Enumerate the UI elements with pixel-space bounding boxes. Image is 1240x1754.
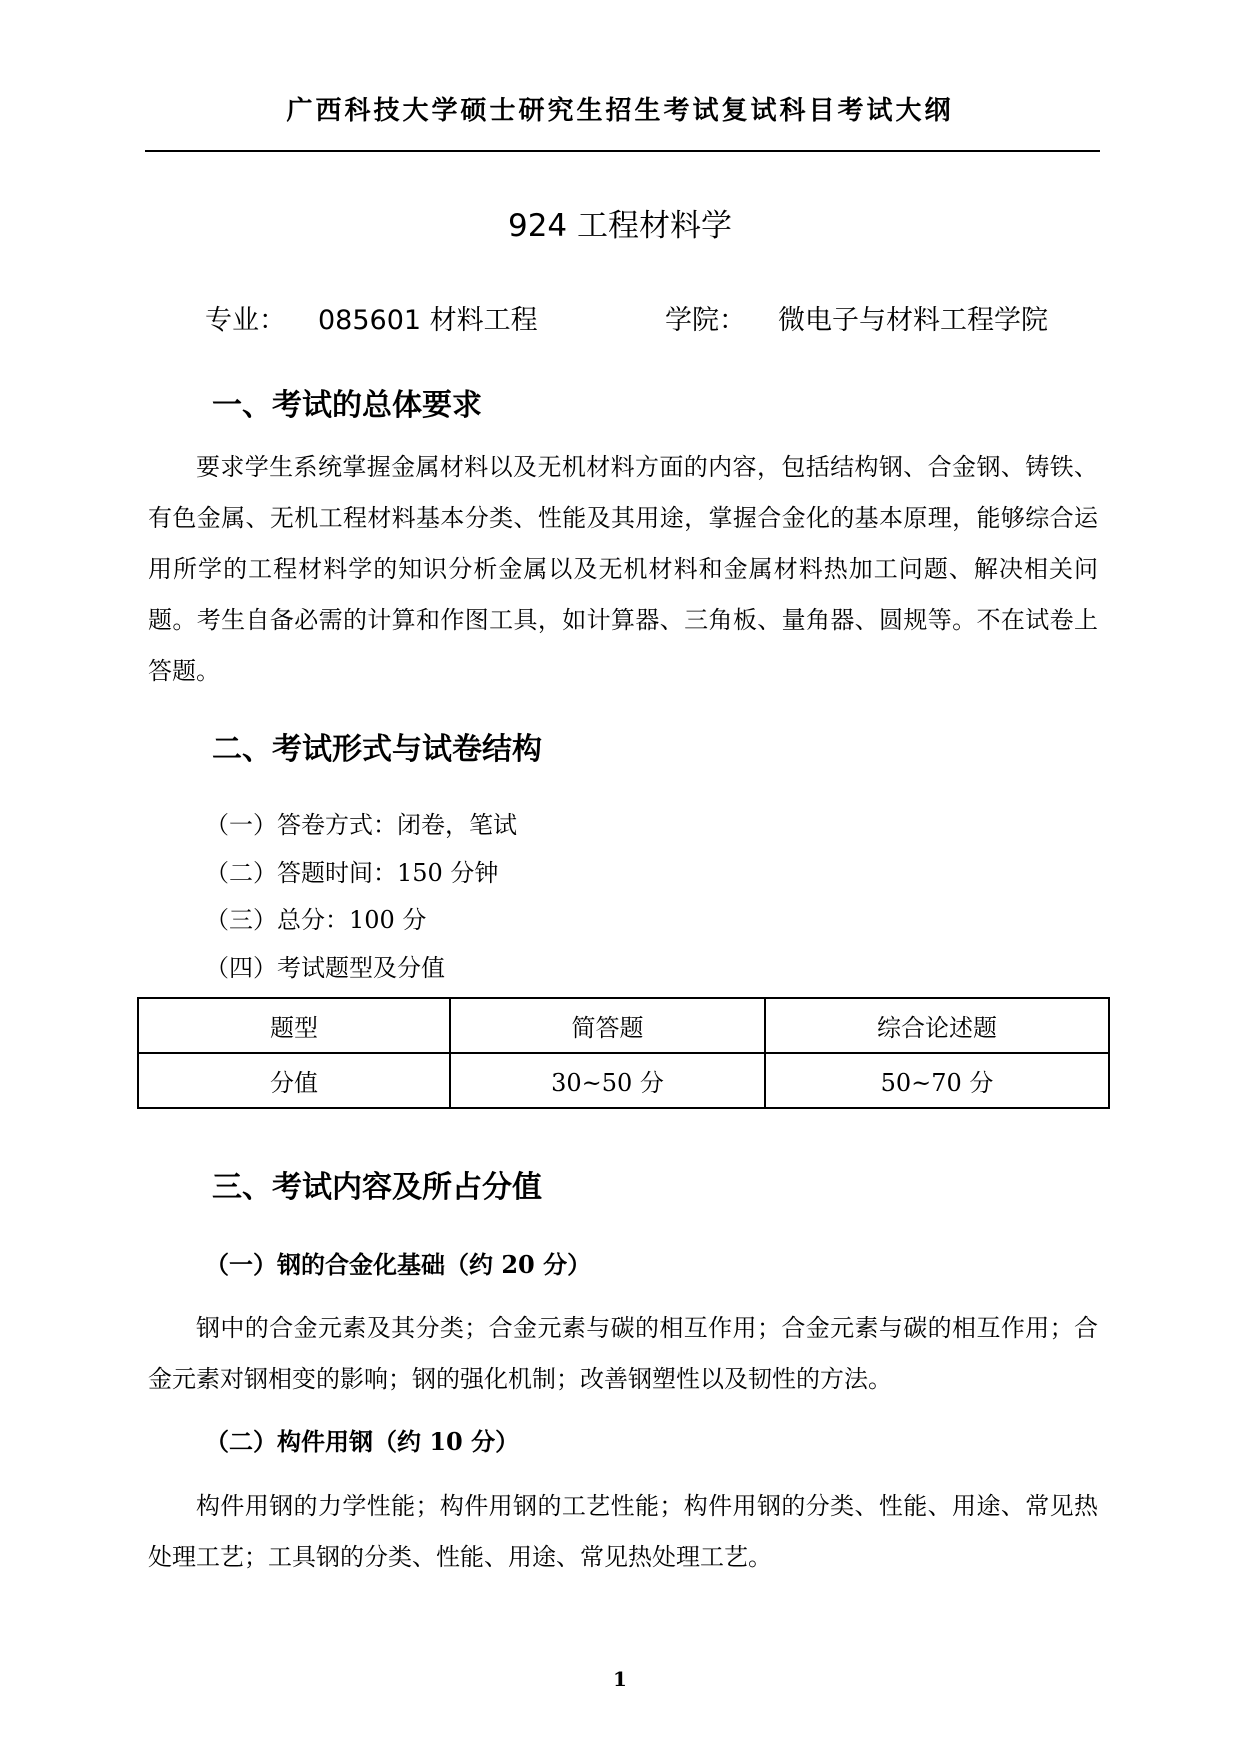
college-info <box>665 298 1048 337</box>
table-header-cell: 综合论述题 <box>765 998 1109 1053</box>
section-heading-exam-format: 二、考试形式与试卷结构 <box>212 732 542 767</box>
page-number: 1 <box>613 1667 627 1691</box>
header-divider <box>145 150 1100 152</box>
table-cell: 50~70 分 <box>765 1053 1109 1108</box>
college-label: 学院： <box>665 305 746 336</box>
section-heading-general-requirements: 一、考试的总体要求 <box>212 388 482 423</box>
subsection-title-structural-steel: （二）构件用钢（约 10 分） <box>205 1427 520 1456</box>
table-row <box>138 1053 1109 1108</box>
subsection-title-alloying-basics: （一）钢的合金化基础（约 20 分） <box>205 1250 592 1279</box>
major-value: 085601 材料工程 <box>318 305 538 336</box>
list-item: （一）答卷方式：闭卷，笔试 <box>205 811 517 839</box>
subsection-text-structural-steel: 构件用钢的力学性能；构件用钢的工艺性能；构件用钢的分类、性能、用途、常见热处理工艺；工具钢的分类、性能、用途、常见热处理工艺。 <box>148 1492 1098 1571</box>
list-item: （三）总分：100 分 <box>205 906 427 934</box>
major-info <box>205 298 538 337</box>
score-table <box>137 997 1110 1109</box>
header-title: 广西科技大学硕士研究生招生考试复试科目考试大纲 <box>286 96 954 126</box>
document-title: 924 工程材料学 <box>507 208 733 244</box>
list-item: （二）答题时间：150 分钟 <box>205 859 499 887</box>
major-label: 专业： <box>205 305 286 336</box>
table-cell: 分值 <box>138 1053 450 1108</box>
college-value: 微电子与材料工程学院 <box>778 305 1048 336</box>
table-header-cell: 题型 <box>138 998 450 1053</box>
general-requirements-paragraph: 要求学生系统掌握金属材料以及无机材料方面的内容，包括结构钢、合金钢、铸铁、有色金属、无机工程材料基本分类、性能及其用途，掌握合金化的基本原理，能够综合运用所学的工程材料学的知识分析金属以及无机材料和金属材料热加工问题、解决相关问题。考生自备必需的计算和作图工具，如计算器、三角板、量角器、圆规等。不在试卷上答题。 <box>148 453 1098 685</box>
list-item: （四）考试题型及分值 <box>205 954 445 982</box>
table-header-row <box>138 998 1109 1053</box>
table-header-cell: 简答题 <box>450 998 765 1053</box>
table-cell: 30~50 分 <box>450 1053 765 1108</box>
section-heading-exam-content: 三、考试内容及所占分值 <box>212 1170 542 1205</box>
subsection-text-alloying-basics: 钢中的合金元素及其分类；合金元素与碳的相互作用；合金元素与碳的相互作用；合金元素对钢相变的影响；钢的强化机制；改善钢塑性以及韧性的方法。 <box>148 1314 1098 1393</box>
